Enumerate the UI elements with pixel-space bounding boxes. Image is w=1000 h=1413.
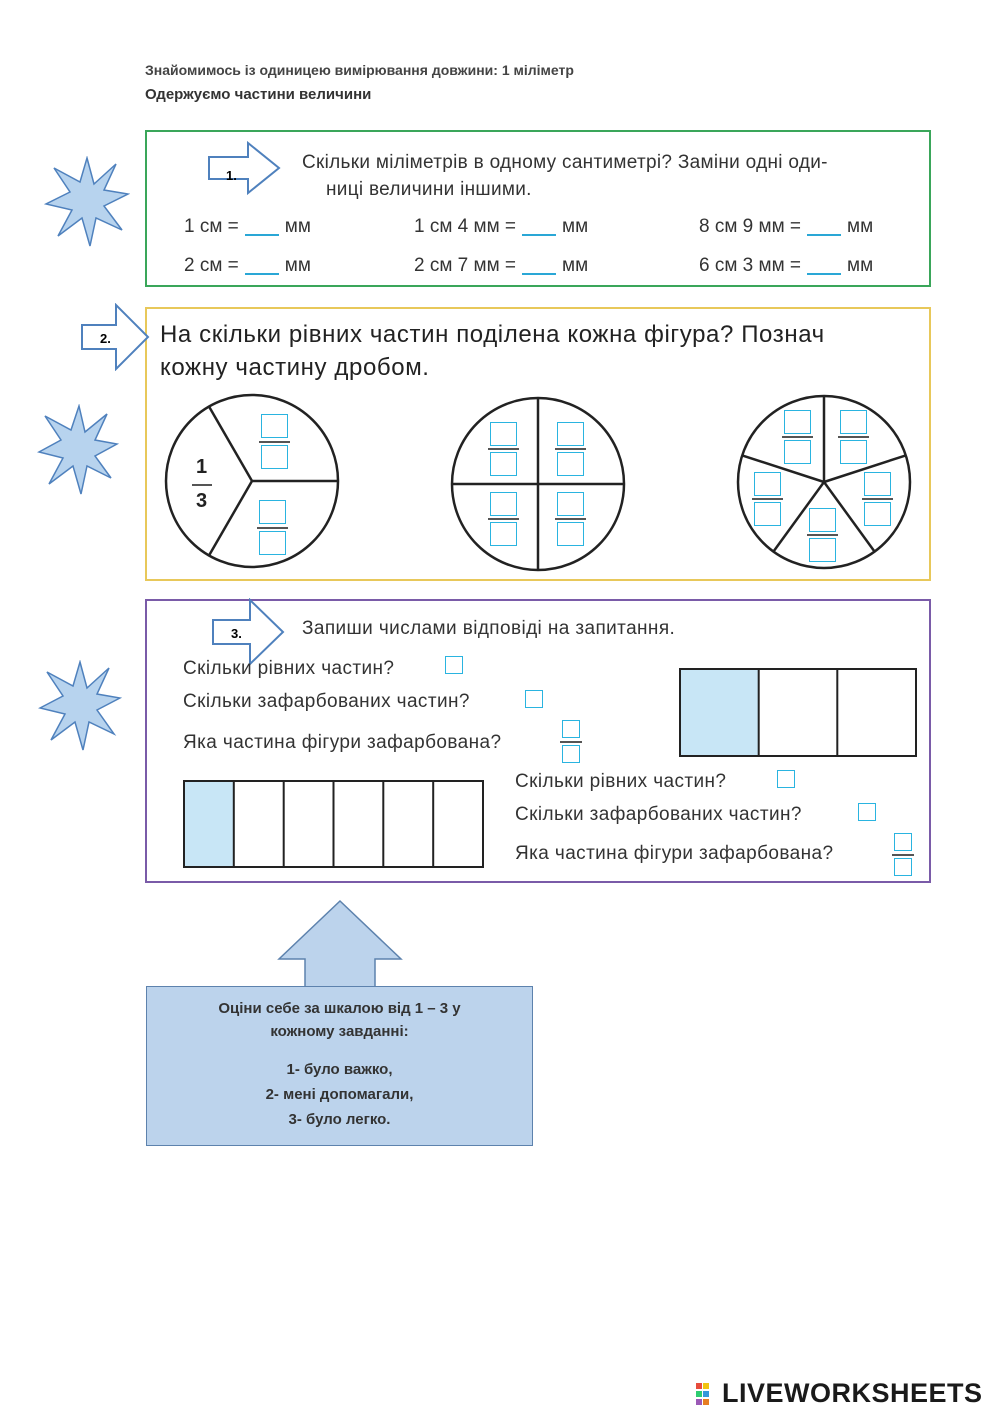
- fraction-bar: [560, 741, 582, 743]
- liveworksheets-logo-icon: [696, 1383, 722, 1405]
- numerator-input[interactable]: [864, 472, 891, 496]
- denominator-input[interactable]: [557, 452, 584, 476]
- fraction-bar: [192, 484, 212, 486]
- answer-blank[interactable]: [807, 216, 841, 236]
- answer-input[interactable]: [525, 690, 543, 708]
- answer-input[interactable]: [858, 803, 876, 821]
- denominator-input[interactable]: [490, 452, 517, 476]
- denominator-input[interactable]: [840, 440, 867, 464]
- fraction-bar: [257, 527, 288, 529]
- denominator-input[interactable]: [784, 440, 811, 464]
- fraction-bar: [555, 448, 586, 450]
- denominator-input[interactable]: [259, 531, 286, 555]
- numerator-input[interactable]: [562, 720, 580, 738]
- denominator-input[interactable]: [809, 538, 836, 562]
- answer-blank[interactable]: [522, 216, 556, 236]
- rectangle-thirds: [679, 668, 919, 758]
- task-2-question: На скільки рівних частин поділена кожна фігура? Познач кожну частину дробом.: [160, 321, 825, 381]
- fraction-bar: [862, 498, 893, 500]
- fraction-bar: [807, 534, 838, 536]
- fraction-bar: [555, 518, 586, 520]
- task-1-number: 1.: [226, 168, 237, 183]
- star-icon: [38, 660, 122, 752]
- equation: 2 см = мм: [184, 255, 311, 276]
- fraction-bar: [752, 498, 783, 500]
- denominator-input[interactable]: [261, 445, 288, 469]
- answer-blank[interactable]: [522, 255, 556, 275]
- example-denominator: 3: [196, 490, 208, 512]
- question-equal-parts: Скільки рівних частин?: [183, 658, 395, 679]
- numerator-input[interactable]: [557, 422, 584, 446]
- fraction-bar: [782, 436, 813, 438]
- rating-item: 1- було важко,: [286, 1061, 393, 1078]
- denominator-input[interactable]: [864, 502, 891, 526]
- denominator-input[interactable]: [557, 522, 584, 546]
- equation: 1 см = мм: [184, 216, 311, 237]
- circle-thirds: [164, 393, 340, 569]
- answer-blank[interactable]: [807, 255, 841, 275]
- fraction-bar: [892, 854, 914, 856]
- equation: 1 см 4 мм = мм: [414, 216, 589, 237]
- arrow-right-icon: [80, 303, 152, 371]
- star-icon: [37, 404, 119, 496]
- rating-item: 2- мені допомагали,: [265, 1086, 414, 1103]
- task-3-question: Запиши числами відповіді на запитання.: [302, 618, 676, 639]
- numerator-input[interactable]: [490, 422, 517, 446]
- question-shaded-parts: Скільки зафарбованих частин?: [183, 691, 470, 712]
- fraction-bar: [488, 518, 519, 520]
- rating-item: 3- було легко.: [288, 1111, 391, 1128]
- task-3-number: 3.: [231, 626, 242, 641]
- star-icon: [44, 156, 130, 248]
- numerator-input[interactable]: [809, 508, 836, 532]
- rectangle-sixths: [183, 780, 485, 870]
- liveworksheets-logo[interactable]: LIVEWORKSHEETS: [722, 1378, 983, 1408]
- answer-input[interactable]: [777, 770, 795, 788]
- circle-quarters: [450, 396, 626, 572]
- numerator-input[interactable]: [557, 492, 584, 516]
- answer-input[interactable]: [445, 656, 463, 674]
- numerator-input[interactable]: [259, 500, 286, 524]
- question-fraction: Яка частина фігури зафарбована?: [183, 732, 502, 753]
- arrow-right-icon: [210, 598, 286, 666]
- arrow-up-icon: [275, 899, 405, 991]
- answer-blank[interactable]: [245, 255, 279, 275]
- task-1-question: Скільки міліметрів в одному сантиметрі? Заміни одні оди- ниці величини іншими.: [302, 152, 828, 200]
- question-fraction: Яка частина фігури зафарбована?: [515, 843, 834, 864]
- fraction-bar: [838, 436, 869, 438]
- self-assessment-box: [146, 986, 533, 1146]
- question-equal-parts: Скільки рівних частин?: [515, 771, 727, 792]
- worksheet-subtopic: Одержуємо частини величини: [145, 86, 372, 103]
- numerator-input[interactable]: [261, 414, 288, 438]
- numerator-input[interactable]: [840, 410, 867, 434]
- denominator-input[interactable]: [490, 522, 517, 546]
- numerator-input[interactable]: [490, 492, 517, 516]
- denominator-input[interactable]: [562, 745, 580, 763]
- numerator-input[interactable]: [784, 410, 811, 434]
- rating-list: [147, 1057, 532, 1132]
- worksheet-topic: Знайомимось із одиницею вимірювання довжини: 1 міліметр: [145, 62, 574, 78]
- equation: 6 см 3 мм = мм: [699, 255, 874, 276]
- denominator-input[interactable]: [754, 502, 781, 526]
- arrow-right-icon: [206, 140, 282, 196]
- equation: 2 см 7 мм = мм: [414, 255, 589, 276]
- equation: 8 см 9 мм = мм: [699, 216, 874, 237]
- fraction-bar: [259, 441, 290, 443]
- question-shaded-parts: Скільки зафарбованих частин?: [515, 804, 802, 825]
- fraction-bar: [488, 448, 519, 450]
- rating-title: Оціни себе за шкалою від 1 – 3 у кожному завданні:: [218, 1000, 461, 1040]
- example-numerator: 1: [196, 456, 208, 478]
- task-2-number: 2.: [100, 331, 111, 346]
- numerator-input[interactable]: [754, 472, 781, 496]
- denominator-input[interactable]: [894, 858, 912, 876]
- numerator-input[interactable]: [894, 833, 912, 851]
- answer-blank[interactable]: [245, 216, 279, 236]
